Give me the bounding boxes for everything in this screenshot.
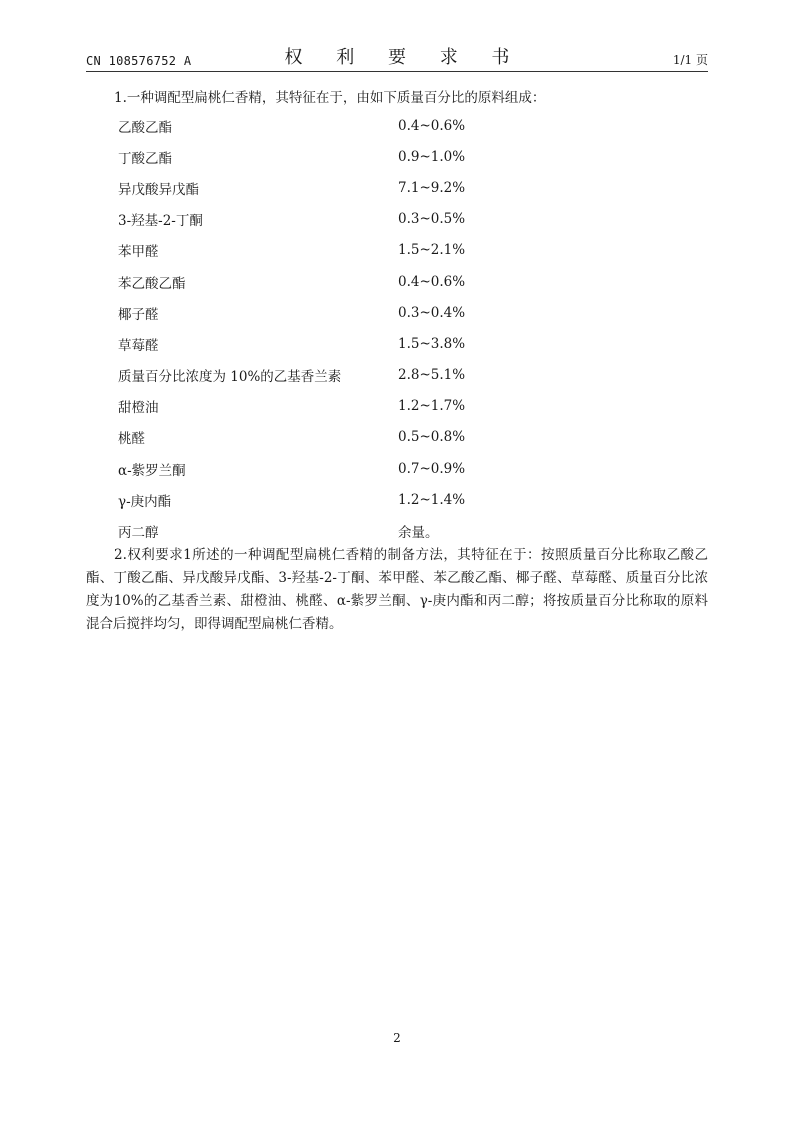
ingredient-row [86, 391, 708, 422]
page-number: 2 [393, 1031, 401, 1045]
ingredient-percentage: 0.9~1.0% [398, 148, 466, 165]
ingredient-row [86, 484, 708, 515]
ingredient-name: 桃醛 [118, 431, 145, 448]
ingredient-name: 苯甲醛 [118, 244, 159, 261]
page-header [86, 46, 708, 72]
document-id: CN 108576752 A [86, 54, 192, 68]
ingredient-percentage: 2.8~5.1% [398, 367, 466, 384]
ingredient-row [86, 360, 708, 391]
page-indicator: 1/1 页 [672, 53, 708, 67]
ingredient-percentage: 0.5~0.8% [398, 429, 466, 446]
ingredient-name: 乙酸乙酯 [118, 119, 172, 136]
ingredient-name: α-紫罗兰酮 [118, 462, 186, 479]
ingredient-name: γ-庚内酯 [118, 493, 172, 510]
ingredient-name: 椰子醛 [118, 306, 159, 323]
ingredient-percentage: 1.2~1.7% [398, 398, 466, 415]
ingredient-name: 质量百分比浓度为 10%的乙基香兰素 [118, 369, 342, 386]
ingredient-percentage: 7.1~9.2% [398, 179, 466, 196]
ingredient-row [86, 453, 708, 484]
ingredient-row [86, 266, 708, 297]
ingredient-name: 苯乙酸乙酯 [118, 275, 186, 292]
ingredient-name: 异戊酸异戊酯 [118, 181, 199, 198]
ingredient-row [86, 204, 708, 235]
header-divider [86, 71, 708, 72]
ingredient-percentage: 1.5~2.1% [398, 242, 466, 259]
claims-body [86, 86, 708, 636]
ingredient-percentage: 0.7~0.9% [398, 460, 466, 477]
claim-1-intro: 1.一种调配型扁桃仁香精，其特征在于，由如下质量百分比的原料组成： [114, 90, 546, 106]
ingredient-name: 草莓醛 [118, 337, 159, 354]
ingredient-percentage: 1.5~3.8% [398, 335, 466, 352]
ingredient-list [86, 110, 708, 547]
ingredient-name: 丁酸乙酯 [118, 150, 172, 167]
ingredient-row [86, 297, 708, 328]
ingredient-percentage: 0.4~0.6% [398, 273, 466, 290]
ingredient-percentage: 1.2~1.4% [398, 491, 466, 508]
ingredient-percentage: 0.4~0.6% [398, 117, 466, 134]
ingredient-row [86, 515, 708, 546]
ingredient-row [86, 328, 708, 359]
ingredient-row [86, 110, 708, 141]
ingredient-row [86, 172, 708, 203]
ingredient-name: 丙二醇 [118, 525, 159, 542]
claim-2-text: 2.权利要求1所述的一种调配型扁桃仁香精的制备方法，其特征在于：按照质量百分比称取乙酸乙酯、丁酸乙酯、异戊酸异戊酯、3-羟基-2-丁酮、苯甲醛、苯乙酸乙酯、椰子醛、草莓醛、质量百分比浓度为10%的乙基香兰素、甜橙油、桃醛、α-紫罗兰酮、γ-庚内酯和丙二醇；将按质量百分比称取的原料混合后搅拌均匀，即得调配型扁桃仁香精。 [86, 546, 708, 632]
document-title: 权 利 要 求 书 [284, 47, 524, 68]
ingredient-percentage: 0.3~0.5% [398, 211, 466, 228]
ingredient-name: 甜橙油 [118, 400, 159, 417]
ingredient-name: 3-羟基-2-丁酮 [118, 213, 203, 230]
ingredient-row [86, 422, 708, 453]
ingredient-percentage: 余量。 [398, 525, 439, 542]
ingredient-row [86, 235, 708, 266]
ingredient-percentage: 0.3~0.4% [398, 304, 466, 321]
ingredient-row [86, 141, 708, 172]
